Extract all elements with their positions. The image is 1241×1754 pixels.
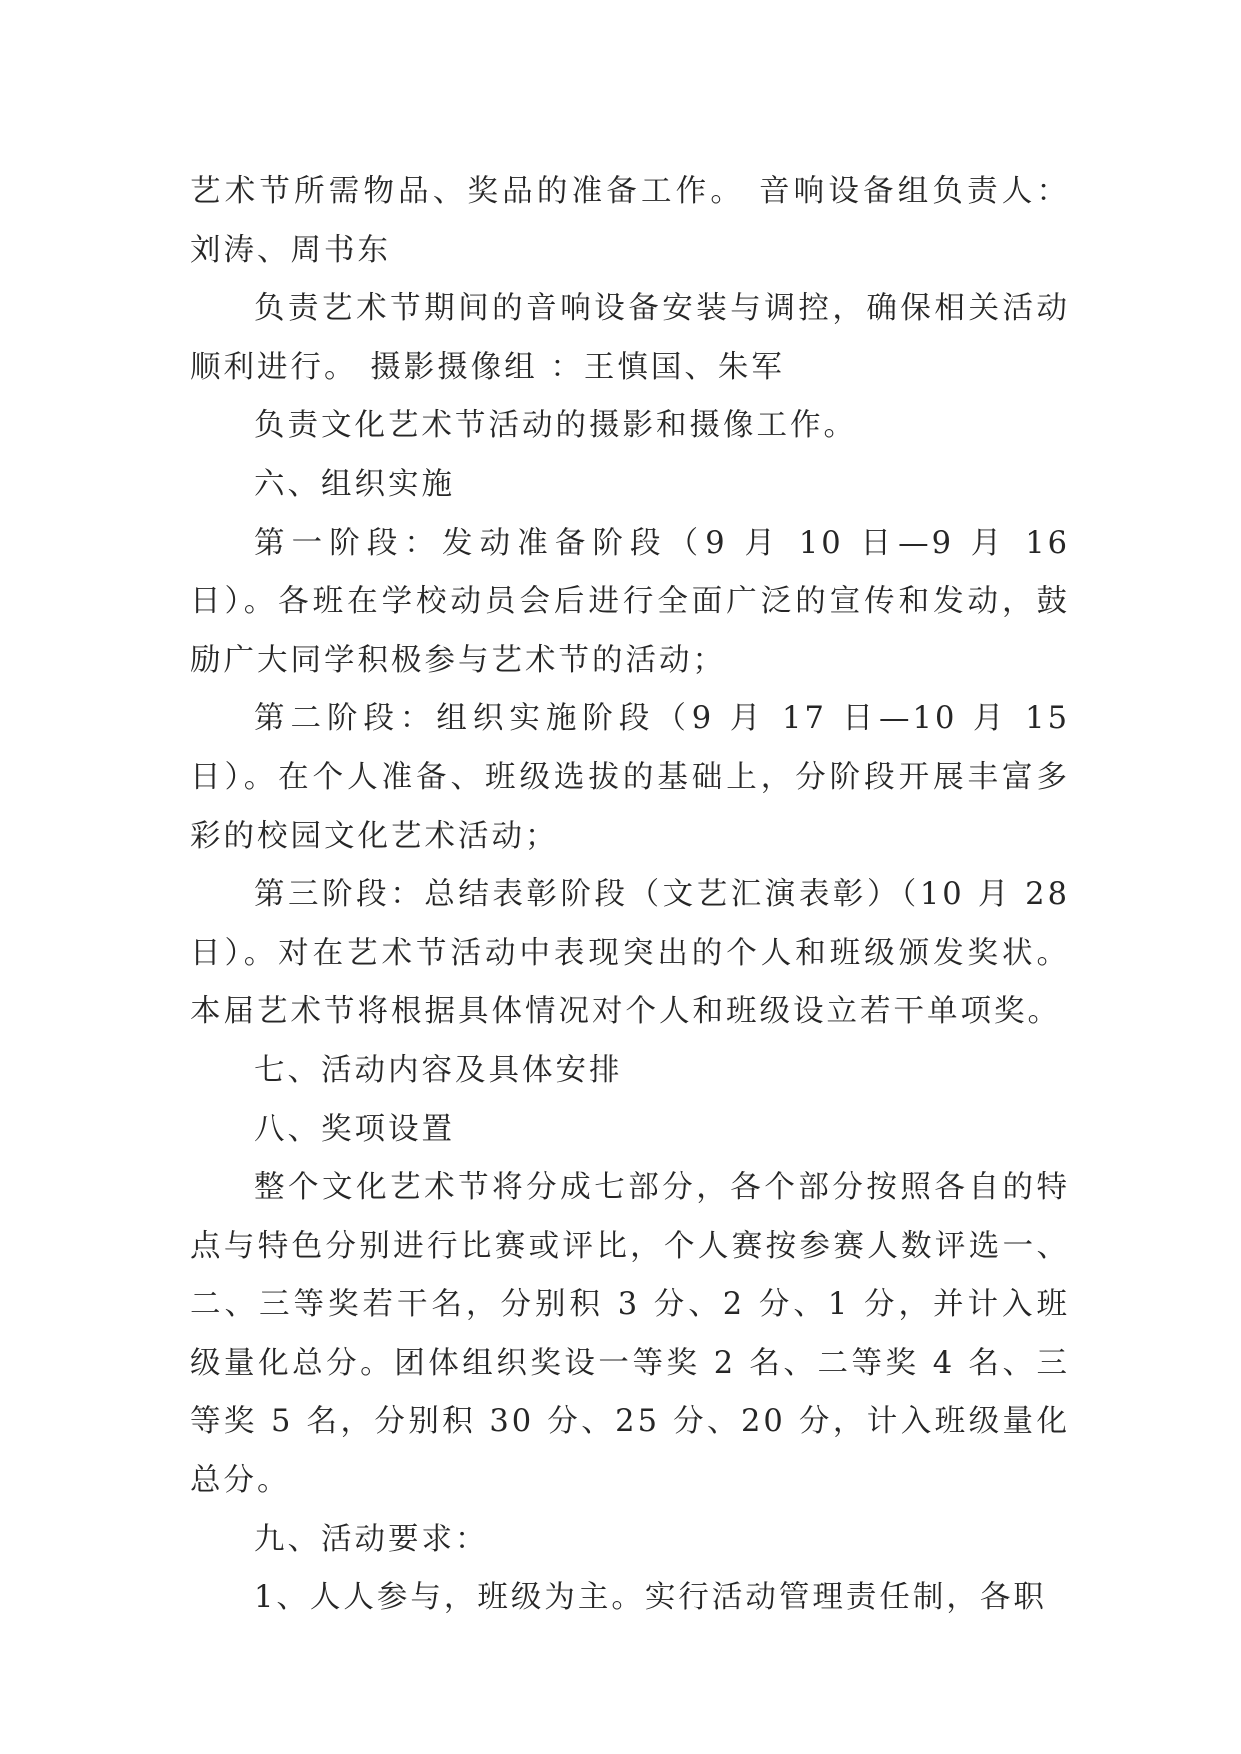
section-heading-8: 八、奖项设置 (254, 1111, 455, 1147)
paragraph-stage-2: 第二阶段：组织实施阶段（9 月 17 日—10 月 15 日）。在个人准备、班级选拔的基础上，分阶段开展丰富多彩的校园文化艺术活动； (190, 701, 1070, 854)
paragraph-awards: 整个文化艺术节将分成七部分，各个部分按照各自的特点与特色分别进行比赛或评比，个人赛按参赛人数评选一、二、三等奖若干名，分别积 3 分、2 分、1 分，并计入班级量化总分。团体组织奖设一等奖 2 名、二等奖 4 名、三等奖 5 名，分别积 30 分、25 分、20 分，计入班级量化总分。 (190, 1170, 1070, 1499)
section-heading-6: 六、组织实施 (254, 466, 455, 502)
section-heading-9: 九、活动要求： (254, 1521, 489, 1557)
paragraph-3: 负责文化艺术节活动的摄影和摄像工作。 (254, 408, 857, 444)
paragraph-requirement-1: 1、人人参与，班级为主。实行活动管理责任制，各职 (254, 1580, 1047, 1616)
paragraph-2: 负责艺术节期间的音响设备安装与调控，确保相关活动顺利进行。 摄影摄像组 ：王慎国、朱军 (190, 291, 1070, 385)
paragraph-stage-1: 第一阶段：发动准备阶段（9 月 10 日—9 月 16 日）。各班在学校动员会后进行全面广泛的宣传和发动，鼓励广大同学积极参与艺术节的活动； (190, 525, 1070, 678)
paragraph-1: 艺术节所需物品、奖品的准备工作。 音响设备组负责人：刘涛、周书东 (190, 174, 1070, 268)
paragraph-stage-3: 第三阶段：总结表彰阶段（文艺汇演表彰）（10 月 28 日）。对在艺术节活动中表现突出的个人和班级颁发奖状。本届艺术节将根据具体情况对个人和班级设立若干单项奖。 (190, 877, 1070, 1030)
document-body (190, 163, 1070, 1628)
section-heading-7: 七、活动内容及具体安排 (254, 1052, 623, 1088)
